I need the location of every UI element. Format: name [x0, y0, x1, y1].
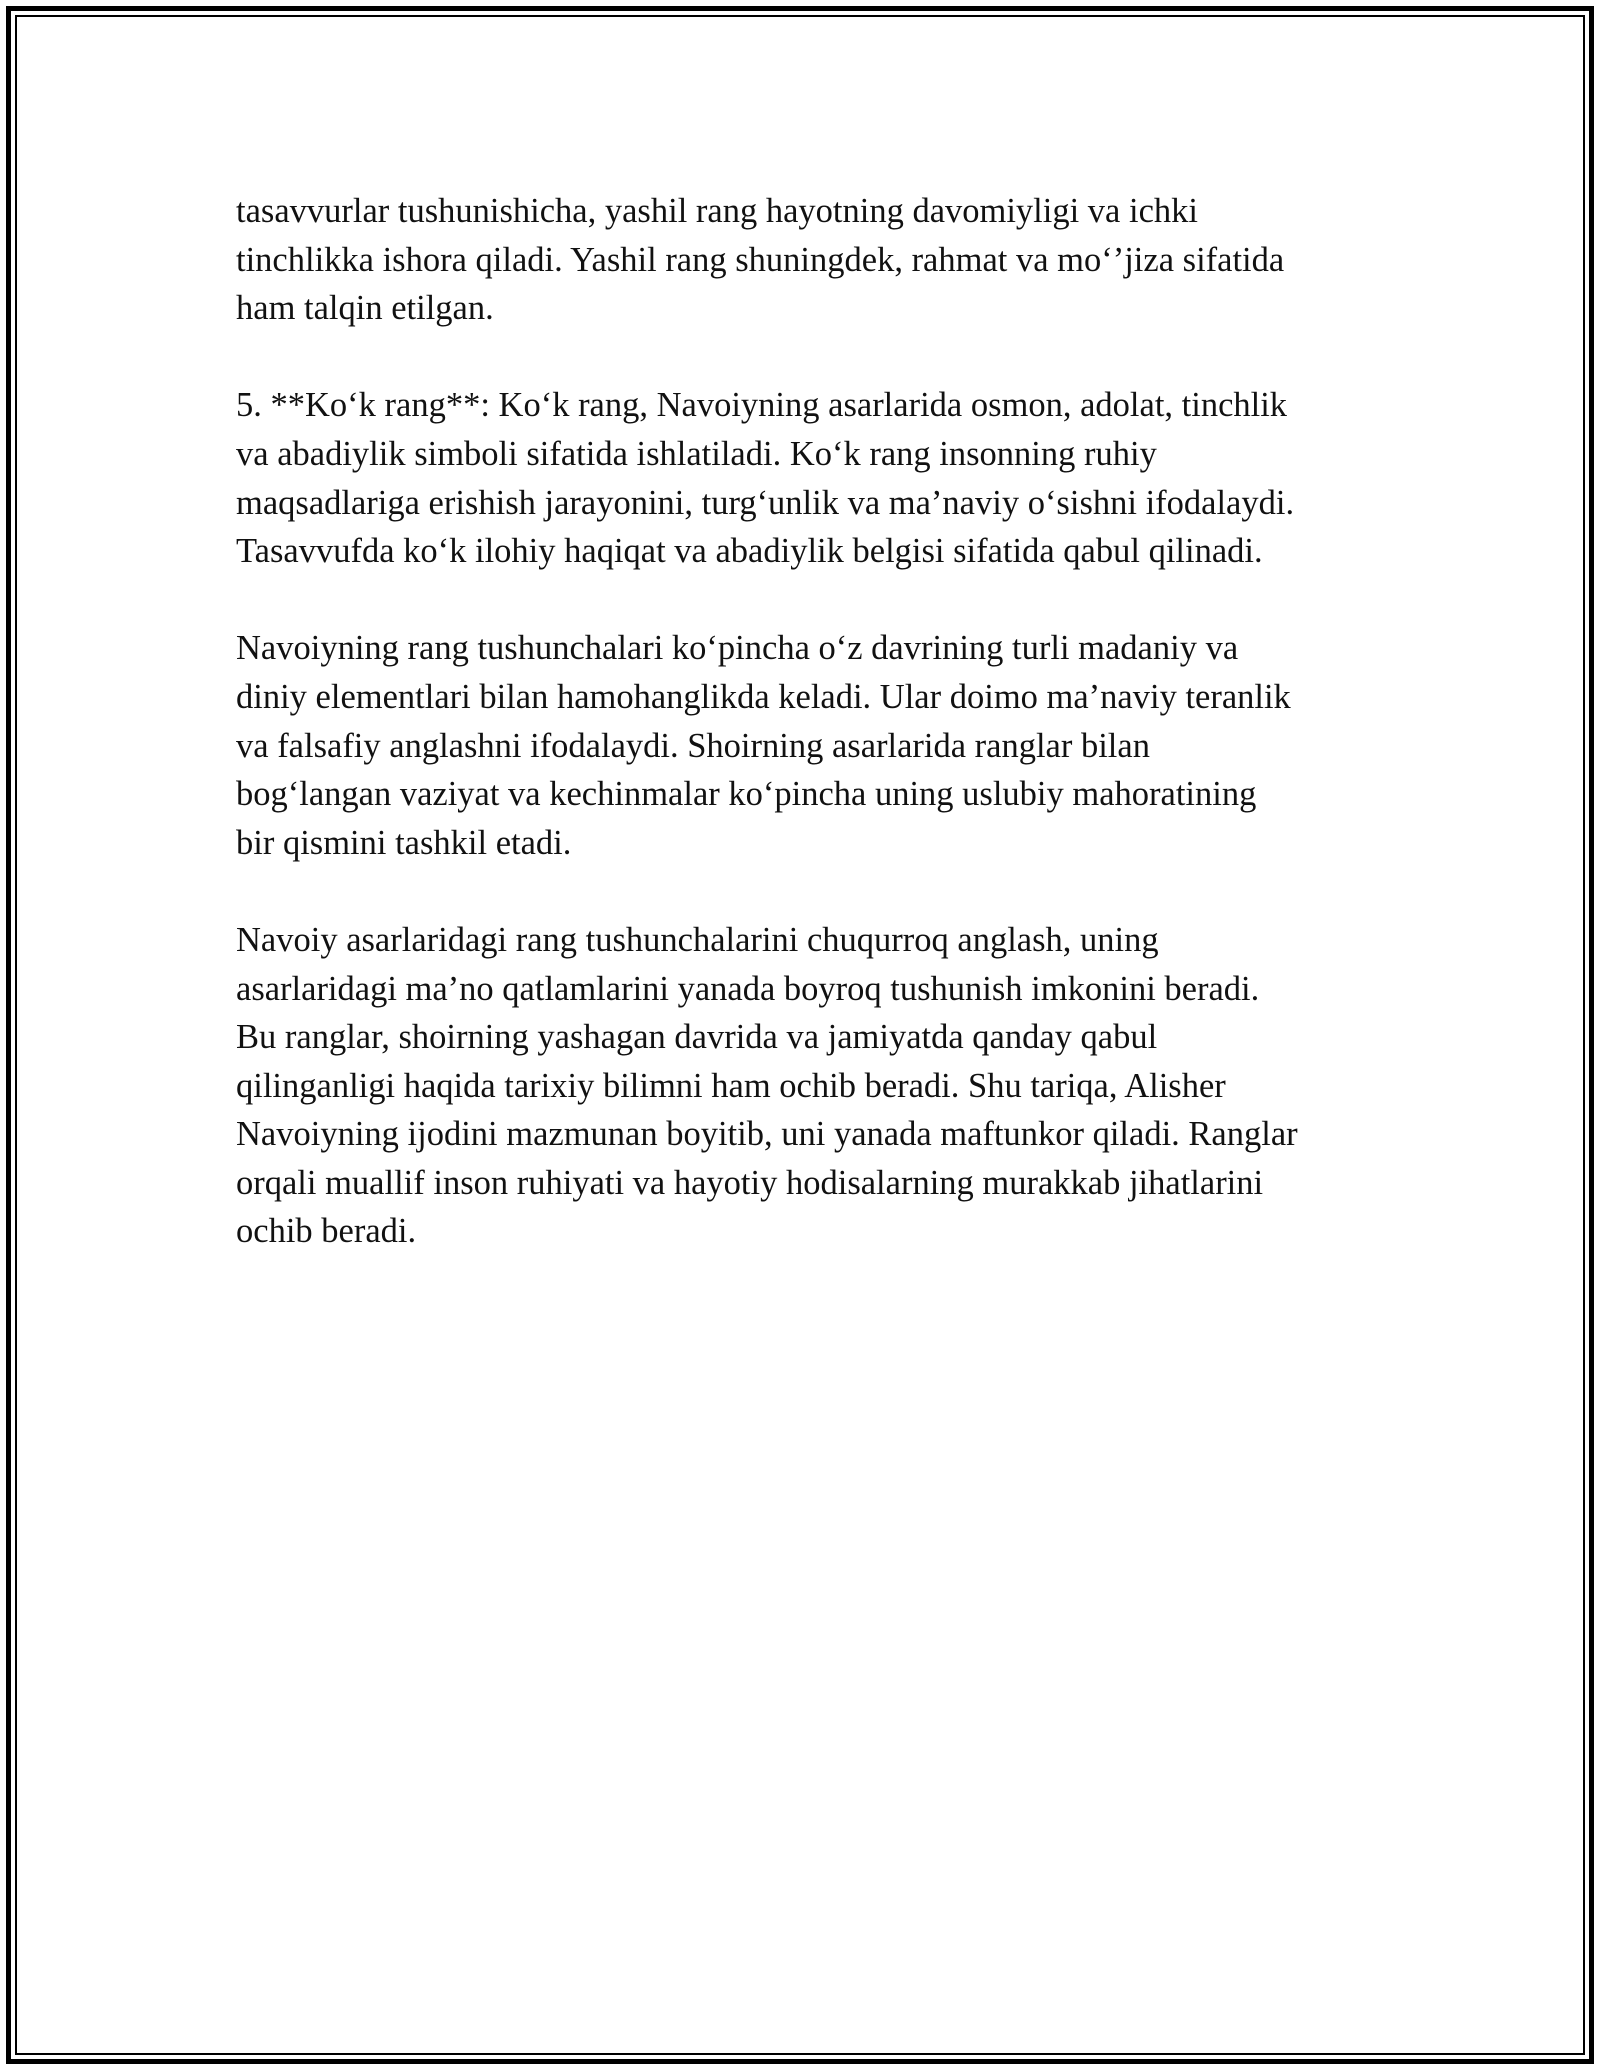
text-line: Bu ranglar, shoirning yashagan davrida va jamiyatda qanday qabul — [236, 1018, 1158, 1057]
paragraph-conclusion — [236, 916, 1376, 1256]
document-body — [236, 187, 1376, 1305]
text-line: ham talqin etilgan. — [236, 289, 494, 328]
text-line: asarlaridagi ma’no qatlamlarini yanada boyroq tushunish imkonini beradi. — [236, 969, 1260, 1008]
text-line: diniy elementlari bilan hamohanglikda keladi. Ular doimo ma’naviy teranlik — [236, 677, 1291, 716]
paragraph-color-concepts — [236, 624, 1376, 867]
text-line: Navoiy asarlaridagi rang tushunchalarini chuqurroq anglash, uning — [236, 920, 1159, 959]
text-line: qilinganligi haqida tarixiy bilimni ham ochib beradi. Shu tariqa, Alisher — [236, 1066, 1226, 1105]
paragraph-blue-color — [236, 381, 1376, 575]
text-line: va falsafiy anglashni ifodalaydi. Shoirning asarlarida ranglar bilan — [236, 726, 1150, 765]
text-line: 5. **Ko‘k rang**: Ko‘k rang, Navoiyning asarlarida osmon, adolat, tinchlik — [236, 386, 1288, 425]
text-line: bog‘langan vaziyat va kechinmalar ko‘pincha uning uslubiy mahoratining — [236, 775, 1257, 814]
text-line: bir qismini tashkil etadi. — [236, 823, 572, 862]
text-line: Navoiyning ijodini mazmunan boyitib, uni yanada maftunkor qiladi. Ranglar — [236, 1115, 1298, 1154]
text-line: orqali muallif inson ruhiyati va hayotiy hodisalarning murakkab jihatlarini — [236, 1163, 1264, 1202]
text-line: tasavvurlar tushunishicha, yashil rang hayotning davomiyligi va ichki — [236, 192, 1198, 230]
text-line: ochib beradi. — [236, 1212, 417, 1251]
text-line: Navoiyning rang tushunchalari ko‘pincha o‘z davrining turli madaniy va — [236, 629, 1239, 668]
text-line: tinchlikka ishora qiladi. Yashil rang shuningdek, rahmat va mo‘’jiza sifatida — [236, 240, 1285, 279]
text-line: maqsadlariga erishish jarayonini, turg‘unlik va ma’naviy o‘sishni ifodalaydi. — [236, 483, 1295, 522]
text-line: va abadiylik simboli sifatida ishlatiladi. Ko‘k rang insonning ruhiy — [236, 434, 1157, 473]
text-line: Tasavvufda ko‘k ilohiy haqiqat va abadiylik belgisi sifatida qabul qilinadi. — [236, 532, 1263, 571]
paragraph-green-color — [236, 187, 1376, 333]
